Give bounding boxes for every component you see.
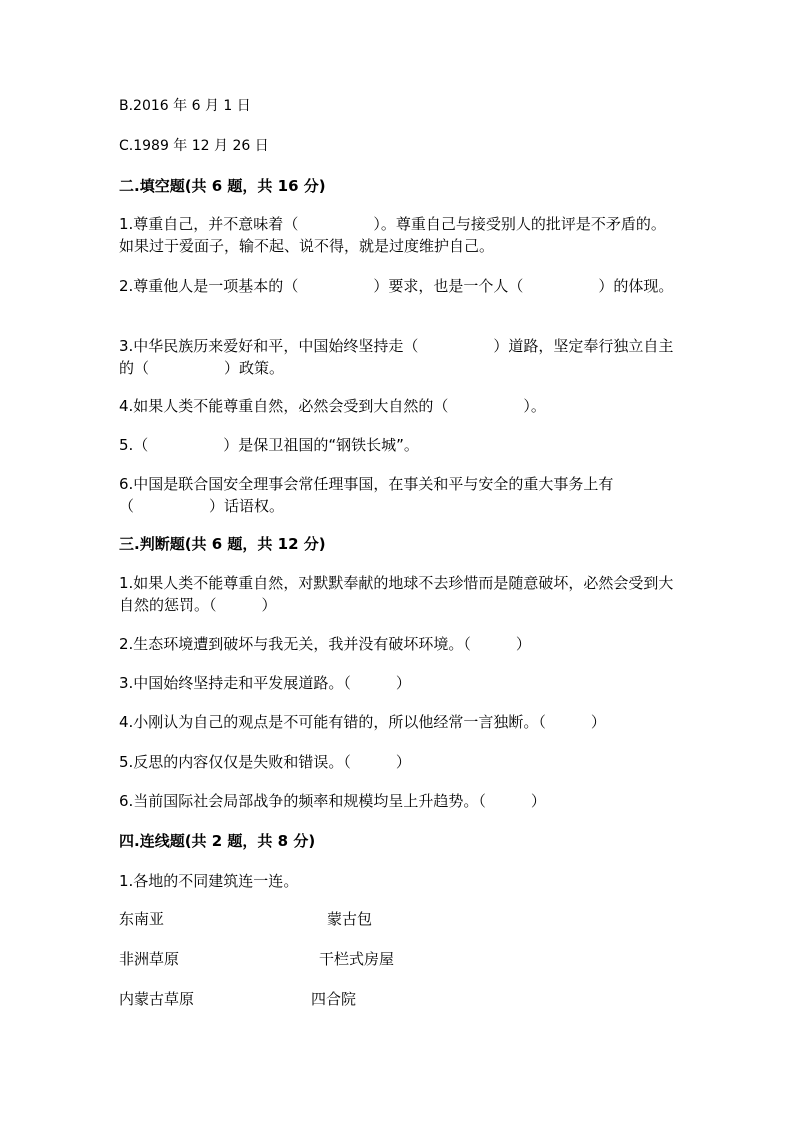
matching-right-item: 四合院 [311,990,357,1008]
tf-question-2: 2.生态环境遭到破坏与我无关，我并没有破坏环境。（ ） [119,635,531,653]
matching-left-item: 非洲草原 [119,950,180,968]
fill-question-1: 1.尊重自己，并不意味着（ ）。尊重自己与接受别人的批评是不矛盾的。如果过于爱面子，输不起、说不得，就是过度维护自己。 [119,215,666,255]
matching-right-item: 蒙古包 [327,910,373,928]
fill-question-3: 3.中华民族历来爱好和平，中国始终坚持走（ ）道路，坚定奉行独立自主的（ ）政策。 [119,337,674,377]
section-heading-fill-blank: 二.填空题(共 6 题，共 16 分) [119,177,326,195]
option-c: C.1989 年 12 月 26 日 [119,138,269,154]
matching-question-1: 1.各地的不同建筑连一连。 [119,872,299,890]
option-b: B.2016 年 6 月 1 日 [119,98,251,114]
tf-question-3: 3.中国始终坚持走和平发展道路。（ ） [119,674,411,692]
tf-question-1: 1.如果人类不能尊重自然，对默默奉献的地球不去珍惜而是随意破坏，必然会受到大自然的惩罚。（ ） [119,574,674,614]
matching-left-item: 内蒙古草原 [119,990,195,1008]
fill-question-4: 4.如果人类不能尊重自然，必然会受到大自然的（ ）。 [119,397,546,415]
section-heading-matching: 四.连线题(共 2 题，共 8 分) [119,832,316,850]
tf-question-4: 4.小刚认为自己的观点是不可能有错的，所以他经常一言独断。（ ） [119,713,606,731]
matching-left-item: 东南亚 [119,910,165,928]
fill-question-2: 2.尊重他人是一项基本的（ ）要求，也是一个人（ ）的体现。 [119,277,674,295]
matching-right-item: 干栏式房屋 [319,950,395,968]
fill-question-6: 6.中国是联合国安全理事会常任理事国，在事关和平与安全的重大事务上有（ ）话语权。 [119,475,614,515]
section-heading-true-false: 三.判断题(共 6 题，共 12 分) [119,535,326,553]
tf-question-5: 5.反思的内容仅仅是失败和错误。（ ） [119,753,411,771]
fill-question-5: 5.（ ）是保卫祖国的“钢铁长城”。 [119,436,419,454]
tf-question-6: 6.当前国际社会局部战争的频率和规模均呈上升趋势。（ ） [119,792,546,810]
